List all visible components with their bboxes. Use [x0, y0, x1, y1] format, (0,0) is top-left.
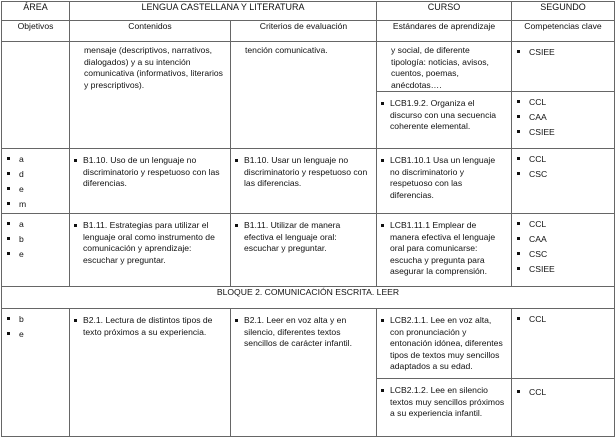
- competencias-cell: [512, 309, 615, 379]
- objetivos-header: Objetivos: [2, 21, 70, 42]
- list-item: CCL: [517, 385, 614, 400]
- list-item: CCL: [517, 217, 614, 232]
- criterios-cell: [231, 214, 377, 287]
- subject-header: LENGUA CASTELLANA Y LITERATURA: [70, 2, 377, 21]
- criterios-cell: [231, 149, 377, 214]
- estandar-text: LCB1.10.1 Usa un lenguaje no discriminatorio y respetuoso con las diferencias.: [390, 155, 496, 200]
- criterios-cell: [231, 42, 377, 149]
- criterios-header: Criterios de evaluación: [231, 21, 377, 42]
- list-item: CAA: [517, 110, 614, 125]
- list-item: CCL: [517, 95, 614, 110]
- table-row: [2, 214, 615, 287]
- table-row: [2, 42, 615, 92]
- area-header: ÁREA: [2, 2, 70, 21]
- table-row: [2, 309, 615, 379]
- competencias-cell: [512, 379, 615, 437]
- criterios-cell: [231, 309, 377, 437]
- list-item: CSIEE: [517, 45, 614, 60]
- estandar-text: LCB1.11.1 Emplear de manera efectiva el lenguaje oral para comunicarse: escucha y pregunta para asegurar la comprensión.: [390, 220, 496, 276]
- list-item: CAA: [517, 232, 614, 247]
- list-item: b: [7, 232, 69, 247]
- competencias-cell: [512, 214, 615, 287]
- estandar-text: LCB1.9.2. Organiza el discurso con una secuencia coherente elemental.: [390, 98, 497, 131]
- competencias-header: Competencias clave: [512, 21, 615, 42]
- list-item: d: [7, 167, 69, 182]
- contenidos-header: Contenidos: [70, 21, 231, 42]
- objetivos-list: [2, 214, 69, 262]
- estandar-text: LCB2.1.2. Lee en silencio textos muy sencillos próximos a su experiencia infantil.: [390, 385, 505, 418]
- list-item: CSIEE: [517, 262, 614, 277]
- objetivos-list: [2, 309, 69, 342]
- competencias-cell: [512, 92, 615, 149]
- list-item: a: [7, 152, 69, 167]
- contenidos-cell: [70, 149, 231, 214]
- header-row: [2, 2, 615, 21]
- curso-value: SEGUNDO: [512, 2, 615, 21]
- list-item: CSC: [517, 247, 614, 262]
- list-item: CSC: [517, 167, 614, 182]
- objetivos-cell: [2, 42, 70, 149]
- competencias-list: [512, 379, 614, 400]
- block-header-row: [2, 287, 615, 309]
- list-item: e: [7, 247, 69, 262]
- list-item: e: [7, 182, 69, 197]
- competencias-list: [512, 214, 614, 277]
- contenidos-text: mensaje (descriptivos, narrativos, dialogados) y a su intención comunicativa (informativos, literarios y prescriptivos).: [84, 45, 223, 90]
- contenidos-cell: [70, 309, 231, 437]
- competencias-list: [512, 42, 614, 60]
- contenidos-cell: [70, 214, 231, 287]
- objetivos-cell: [2, 309, 70, 437]
- list-item: CCL: [517, 312, 614, 327]
- objetivos-cell: [2, 149, 70, 214]
- competencias-list: [512, 309, 614, 327]
- competencias-list: [512, 92, 614, 140]
- list-item: a: [7, 217, 69, 232]
- objetivos-cell: [2, 214, 70, 287]
- competencias-list: [512, 149, 614, 182]
- column-header-row: [2, 21, 615, 42]
- estandares-header: Estándares de aprendizaje: [377, 21, 512, 42]
- estandar-cell: [377, 309, 512, 379]
- list-item: m: [7, 197, 69, 212]
- estandar-text: y social, de diferente tipología: noticias, avisos, cuentos, poemas, anécdotas….: [391, 45, 489, 90]
- competencias-cell: [512, 149, 615, 214]
- curriculum-table: [1, 1, 615, 437]
- criterios-text: B1.10. Usar un lenguaje no discriminatorio y respetuoso con las diferencias.: [244, 155, 368, 188]
- contenidos-text: B1.10. Uso de un lenguaje no discriminatorio y respetuoso con las diferencias.: [83, 155, 220, 188]
- estandar-entry: [377, 92, 511, 133]
- estandar-cell: [377, 149, 512, 214]
- criterios-text: B1.11. Utilizar de manera efectiva el lenguaje oral: escuchar y preguntar.: [244, 220, 341, 253]
- list-item: CSIEE: [517, 125, 614, 140]
- block-title: BLOQUE 2. COMUNICACIÓN ESCRITA. LEER: [2, 287, 615, 309]
- list-item: CCL: [517, 152, 614, 167]
- contenidos-cell: [70, 42, 231, 149]
- contenidos-text: B1.11. Estrategias para utilizar el lenguaje oral como instrumento de comunicación y aprendizaje: escuchar y preguntar.: [83, 220, 215, 265]
- estandar-cell: [377, 379, 512, 437]
- curso-header: CURSO: [377, 2, 512, 21]
- estandar-cell: [377, 42, 512, 92]
- list-item: b: [7, 312, 69, 327]
- estandar-cell: [377, 214, 512, 287]
- estandar-cell: [377, 92, 512, 149]
- list-item: e: [7, 327, 69, 342]
- table-row: [2, 149, 615, 214]
- contenidos-text: B2.1. Lectura de distintos tipos de texto próximos a su experiencia.: [83, 315, 213, 337]
- criterios-text: B2.1. Leer en voz alta y en silencio, diferentes textos sencillos de carácter infantil.: [244, 315, 352, 348]
- criterios-text: tención comunicativa.: [245, 45, 328, 55]
- objetivos-list: [2, 149, 69, 212]
- estandar-text: LCB2.1.1. Lee en voz alta, con pronunciación y entonación idónea, diferentes tipos de textos muy sencillos adaptados a su edad.: [390, 315, 503, 371]
- competencias-cell: [512, 42, 615, 92]
